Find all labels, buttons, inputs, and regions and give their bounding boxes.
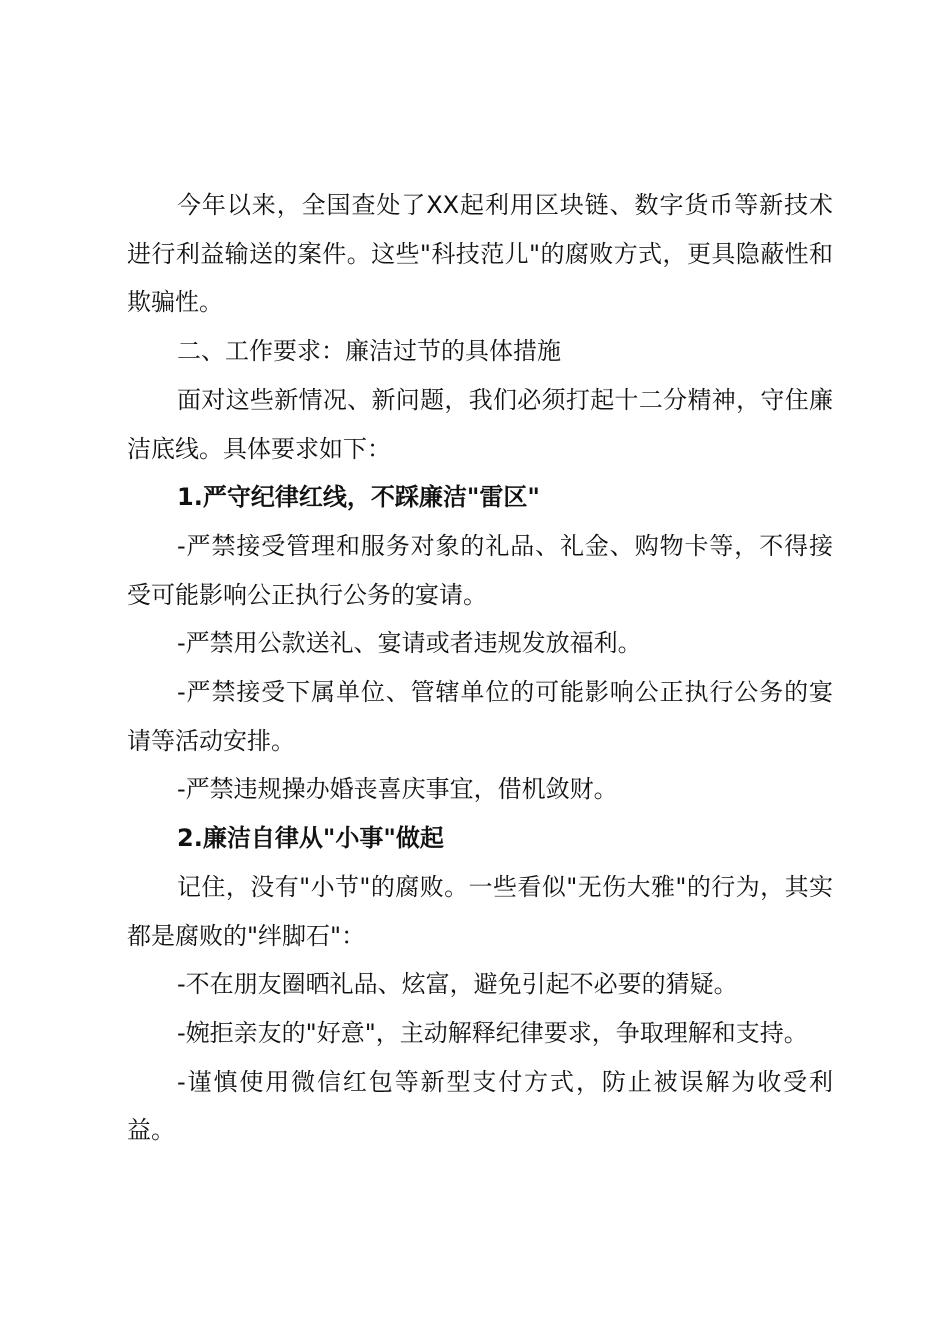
subheading-small-matters: 2.廉洁自律从"小事"做起 (177, 824, 444, 853)
document-body (127, 181, 833, 1155)
paragraph-tech-corruption: 今年以来，全国查处了XX起利用区块链、数字货币等新技术进行利益输送的案件。这些"科技范儿"的腐败方式，更具隐蔽性和欺骗性。 (127, 191, 833, 317)
list-item-public-funds-ban: -严禁用公款送礼、宴请或者违规发放福利。 (177, 629, 642, 658)
paragraph-intro-requirements: 面对这些新情况、新问题，我们必须打起十二分精神，守住廉洁底线。具体要求如下： (127, 385, 833, 463)
paragraph-no-small-corruption: 记住，没有"小节"的腐败。一些看似"无伤大雅"的行为，其实都是腐败的"绊脚石"： (127, 872, 833, 950)
list-item-gifts-ban: -严禁接受管理和服务对象的礼品、礼金、购物卡等，不得接受可能影响公正执行公务的宴请。 (127, 531, 833, 609)
list-item-ceremony-ban: -严禁违规操办婚丧喜庆事宜，借机敛财。 (177, 775, 618, 804)
list-item-decline-favors: -婉拒亲友的"好意"，主动解释纪律要求，争取理解和支持。 (177, 1018, 808, 1047)
subheading-discipline-redline: 1.严守纪律红线，不踩廉洁"雷区" (177, 483, 540, 512)
list-item-digital-payments: -谨慎使用微信红包等新型支付方式，防止被误解为收受利益。 (127, 1067, 833, 1145)
list-item-social-media: -不在朋友圈晒礼品、炫富，避免引起不必要的猜疑。 (177, 970, 738, 999)
section-heading-work-requirements: 二、工作要求：廉洁过节的具体措施 (177, 337, 561, 366)
list-item-subordinate-banquet-ban: -严禁接受下属单位、管辖单位的可能影响公正执行公务的宴请等活动安排。 (127, 678, 833, 755)
